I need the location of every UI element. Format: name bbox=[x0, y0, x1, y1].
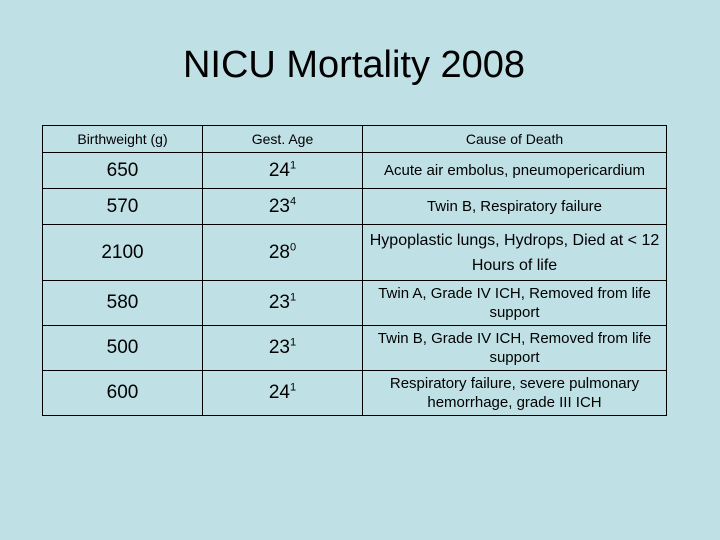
header-cause-of-death: Cause of Death bbox=[363, 126, 667, 153]
table-row bbox=[43, 225, 667, 281]
table-row bbox=[43, 189, 667, 225]
gest-age-cell bbox=[203, 371, 363, 416]
table-header-row bbox=[43, 126, 667, 153]
gest-age-weeks: 24 bbox=[268, 382, 290, 403]
birthweight-cell: 600 bbox=[43, 371, 203, 416]
gest-age-weeks: 28 bbox=[268, 241, 290, 263]
mortality-table bbox=[42, 125, 667, 416]
gest-age-days: 1 bbox=[290, 291, 297, 304]
table-row bbox=[43, 371, 667, 416]
cause-cell: Hypoplastic lungs, Hydrops, Died at < 12 Hours of life bbox=[363, 225, 667, 281]
header-birthweight: Birthweight (g) bbox=[43, 126, 203, 153]
birthweight-cell: 2100 bbox=[43, 225, 203, 281]
cause-cell: Respiratory failure, severe pulmonary hemorrhage, grade III ICH bbox=[363, 371, 667, 416]
gest-age-weeks: 24 bbox=[268, 159, 290, 181]
gest-age-cell bbox=[203, 326, 363, 371]
gest-age-cell bbox=[203, 153, 363, 189]
gest-age-cell bbox=[203, 189, 363, 225]
gest-age-weeks: 23 bbox=[268, 195, 290, 217]
cause-cell: Twin A, Grade IV ICH, Removed from life support bbox=[363, 281, 667, 326]
gest-age-days: 1 bbox=[290, 336, 297, 349]
cause-cell: Acute air embolus, pneumopericardium bbox=[363, 153, 667, 189]
page-title: NICU Mortality 2008 bbox=[182, 44, 526, 86]
gest-age-days: 1 bbox=[290, 381, 297, 394]
birthweight-cell: 500 bbox=[43, 326, 203, 371]
table-row bbox=[43, 326, 667, 371]
birthweight-cell: 570 bbox=[43, 189, 203, 225]
table-row bbox=[43, 281, 667, 326]
gest-age-weeks: 23 bbox=[268, 292, 290, 313]
gest-age-weeks: 23 bbox=[268, 337, 290, 358]
birthweight-cell: 650 bbox=[43, 153, 203, 189]
table-row bbox=[43, 153, 667, 189]
header-gest-age: Gest. Age bbox=[203, 126, 363, 153]
cause-cell: Twin B, Respiratory failure bbox=[363, 189, 667, 225]
cause-cell: Twin B, Grade IV ICH, Removed from life support bbox=[363, 326, 667, 371]
gest-age-days: 0 bbox=[290, 241, 297, 254]
gest-age-days: 4 bbox=[290, 195, 297, 208]
gest-age-cell bbox=[203, 281, 363, 326]
gest-age-days: 1 bbox=[290, 159, 297, 172]
gest-age-cell bbox=[203, 225, 363, 281]
birthweight-cell: 580 bbox=[43, 281, 203, 326]
